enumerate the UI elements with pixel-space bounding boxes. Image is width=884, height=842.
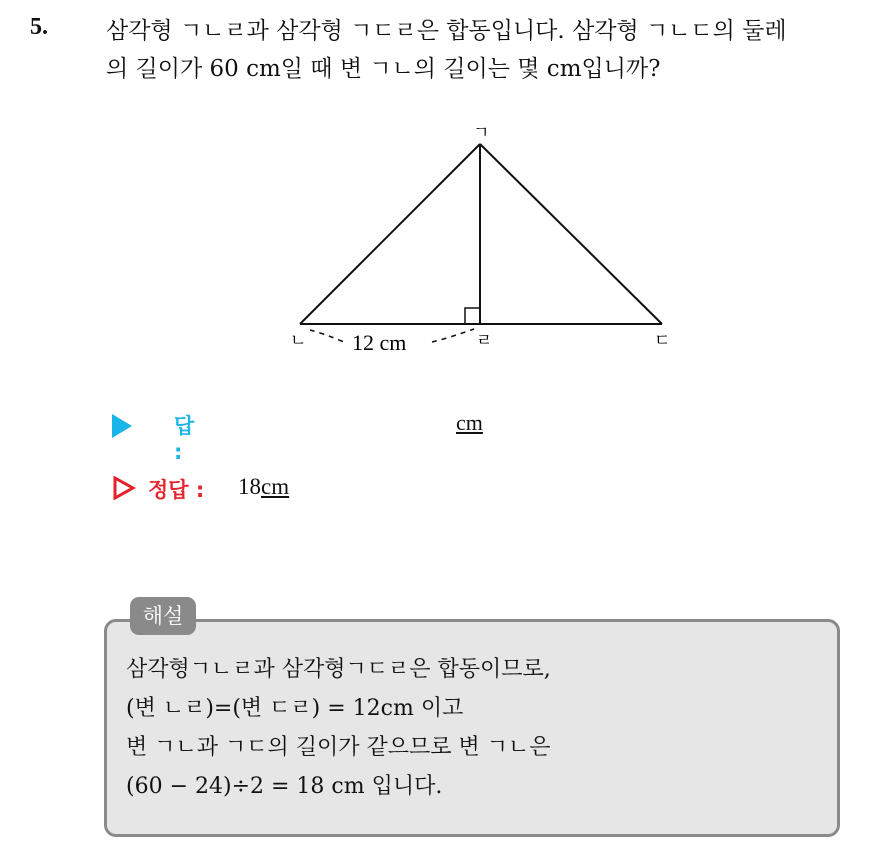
solution-line-1: 삼각형ㄱㄴㄹ과 삼각형ㄱㄷㄹ은 합동이므로, bbox=[126, 657, 551, 682]
solution-text bbox=[126, 650, 551, 806]
play-outline-icon bbox=[112, 476, 136, 500]
triangle-figure bbox=[280, 118, 700, 363]
correct-unit: cm bbox=[261, 474, 290, 499]
right-angle-mark bbox=[465, 308, 480, 324]
correct-answer bbox=[238, 474, 289, 500]
solution-line-3: 변 ㄱㄴ과 ㄱㄷ의 길이가 같으므로 변 ㄱㄴ은 bbox=[126, 735, 551, 760]
solution-line-4: (60 − 24)÷2 = 18 cm 입니다. bbox=[126, 774, 443, 799]
measure-dash-left bbox=[310, 330, 344, 342]
question-line-2: 의 길이가 60 cm일 때 변 ㄱㄴ의 길이는 몇 cm입니까? bbox=[106, 56, 661, 82]
question-number: 5. bbox=[30, 14, 48, 40]
measure-dash-right bbox=[432, 329, 474, 342]
side-apex-right bbox=[480, 144, 662, 324]
measure-label: 12 cm bbox=[352, 330, 407, 355]
question-line-1: 삼각형 ㄱㄴㄹ과 삼각형 ㄱㄷㄹ은 합동입니다. 삼각형 ㄱㄴㄷ의 둘레 bbox=[106, 18, 787, 44]
vertex-label-top: ㄱ bbox=[473, 123, 490, 143]
vertex-label-bottom-mid: ㄹ bbox=[476, 331, 493, 351]
solution-tab: 해설 bbox=[130, 597, 196, 635]
solution-line-2: (변 ㄴㄹ)=(변 ㄷㄹ) = 12cm 이고 bbox=[126, 696, 464, 721]
play-filled-icon bbox=[112, 414, 132, 438]
vertex-label-right: ㄷ bbox=[654, 331, 671, 351]
correct-label: 정답 : bbox=[148, 478, 205, 502]
side-apex-left bbox=[300, 144, 480, 324]
vertex-label-left: ㄴ bbox=[290, 331, 307, 351]
answer-label: 답 : bbox=[174, 414, 195, 464]
correct-value: 18 bbox=[238, 474, 261, 499]
answer-unit: cm bbox=[456, 410, 483, 435]
question-text bbox=[106, 12, 866, 88]
